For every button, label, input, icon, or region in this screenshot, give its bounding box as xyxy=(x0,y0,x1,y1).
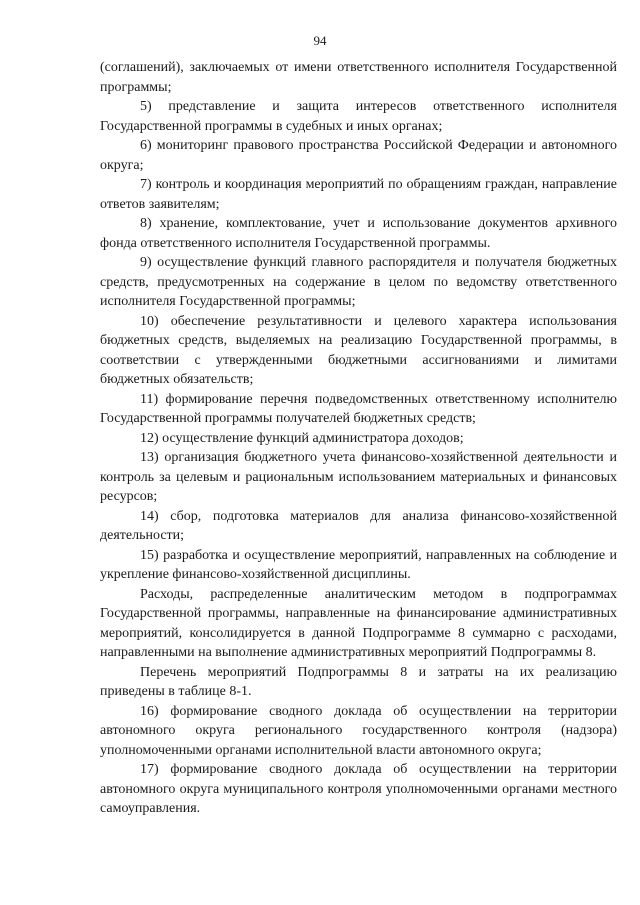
expenses-paragraph: Расходы, распределенные аналитическим методом в подпрограммах Государственной программы, направленные на финансирование административных мероприятий, консолидируется в данной Подпрограмме 8 суммарно с расходами, направленными на выполнение административных мероприятий Подпрограммы 8. xyxy=(100,586,617,660)
list-item-6: 6) мониторинг правового пространства Российской Федерации и автономного округа; xyxy=(100,138,617,173)
list-item-5: 5) представление и защита интересов ответственного исполнителя Государственной программы в судебных и иных органах; xyxy=(100,99,617,134)
list-item-15: 15) разработка и осуществление мероприятий, направленных на соблюдение и укрепление финансово-хозяйственной дисциплины. xyxy=(100,547,617,582)
paragraph-continuation: (соглашений), заключаемых от имени ответственного исполнителя Государственной программы; xyxy=(100,60,617,95)
document-body xyxy=(100,58,617,819)
list-item-10: 10) обеспечение результативности и целевого характера использования бюджетных средств, выделяемых на реализацию Государственной программы, в соответствии с утвержденными бюджетными ассигнованиями и лимитами бюджетных обязательств; xyxy=(100,313,617,387)
list-item-16: 16) формирование сводного доклада об осуществлении на территории автономного округа регионального государственного контроля (надзора) уполномоченными органами исполнительной власти автономного округа; xyxy=(100,703,617,758)
list-item-9: 9) осуществление функций главного распорядителя и получателя бюджетных средств, предусмотренных на содержание в целом по ведомству ответственного исполнителя Государственной программы; xyxy=(100,255,617,309)
list-item-12: 12) осуществление функций администратора доходов; xyxy=(140,430,464,446)
list-item-8: 8) хранение, комплектование, учет и использование документов архивного фонда ответственного исполнителя Государственной программы. xyxy=(100,216,617,251)
page-number: 94 xyxy=(313,33,327,48)
list-item-11: 11) формирование перечня подведомственных ответственному исполнителю Государственной программы получателей бюджетных средств; xyxy=(100,391,617,426)
list-item-7: 7) контроль и координация мероприятий по обращениям граждан, направление ответов заявителям; xyxy=(100,177,617,212)
list-item-17: 17) формирование сводного доклада об осуществлении на территории автономного округа муниципального контроля уполномоченными органами местного самоуправления. xyxy=(100,762,617,816)
table-reference-paragraph: Перечень мероприятий Подпрограммы 8 и затраты на их реализацию приведены в таблице 8-1. xyxy=(100,664,617,699)
list-item-13: 13) организация бюджетного учета финансово-хозяйственной деятельности и контроль за целевым и рациональным использованием материальных и финансовых ресурсов; xyxy=(100,450,617,504)
list-item-14: 14) сбор, подготовка материалов для анализа финансово-хозяйственной деятельности; xyxy=(100,508,617,543)
